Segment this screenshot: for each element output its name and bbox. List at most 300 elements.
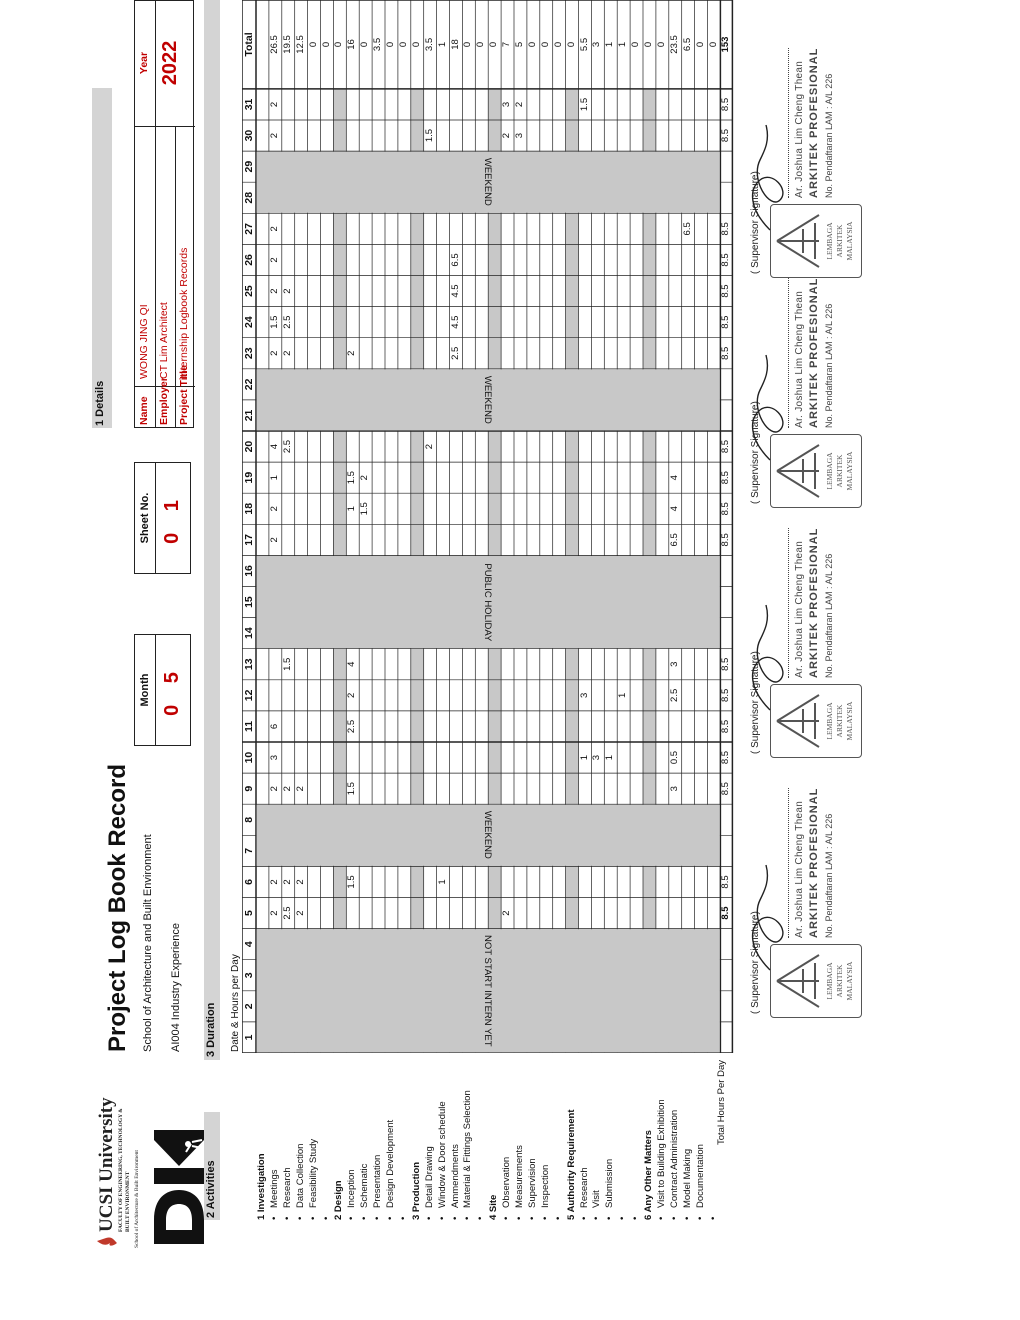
row-total: 1 bbox=[604, 41, 616, 48]
hours-cell: 2 bbox=[501, 910, 513, 916]
activity-label: Window & Door schedule bbox=[436, 1101, 448, 1208]
university-name: UCSI University bbox=[96, 1097, 117, 1232]
signature-line bbox=[788, 788, 789, 938]
activity-item bbox=[450, 1144, 462, 1220]
day-header: 15 bbox=[243, 596, 255, 608]
hours-cell: 4.5 bbox=[449, 315, 461, 329]
bullet-icon: • bbox=[449, 1216, 461, 1220]
hours-cell: 4 bbox=[346, 661, 358, 667]
hours-cell: 2 bbox=[294, 786, 306, 792]
activity-item bbox=[695, 1144, 707, 1220]
row-total: 0 bbox=[630, 41, 642, 48]
activity-label: Design Development bbox=[385, 1119, 396, 1208]
supervisor-signature-label: ( Supervisor Signature) bbox=[750, 401, 761, 504]
bullet-icon: • bbox=[423, 1216, 435, 1220]
stamp-text: MALAYSIA bbox=[845, 451, 854, 491]
daily-total: 8.5 bbox=[720, 346, 732, 360]
activity-label: 5 Authority Requirement bbox=[565, 1109, 577, 1220]
hours-cell: 2 bbox=[268, 257, 280, 263]
daily-total: 8.5 bbox=[720, 750, 732, 765]
activity-category bbox=[566, 1110, 578, 1221]
hours-grid bbox=[242, 0, 734, 1053]
daily-total: 8.5 bbox=[720, 782, 732, 796]
hours-cell: 2 bbox=[268, 132, 280, 139]
row-total: 0 bbox=[397, 41, 409, 48]
day-header: 12 bbox=[243, 689, 255, 702]
activity-label: Model Making bbox=[681, 1148, 693, 1208]
row-total: 0 bbox=[643, 41, 654, 48]
activity-item bbox=[553, 1208, 565, 1220]
architect-registration: No. Pendaftaran LAM : A/L 226 bbox=[824, 553, 834, 678]
bullet-icon: • bbox=[372, 1216, 384, 1220]
total-header: Total bbox=[243, 32, 255, 57]
activity-label: Data Collection bbox=[294, 1143, 306, 1208]
hours-cell: 1.5 bbox=[359, 502, 371, 516]
activity-item bbox=[385, 1120, 397, 1220]
stamp-text: LEMBAGA bbox=[825, 962, 834, 1000]
signature-line bbox=[788, 278, 789, 428]
day-header: 21 bbox=[243, 409, 255, 422]
row-total: 16 bbox=[346, 39, 358, 50]
activity-label: Research bbox=[578, 1167, 590, 1208]
day-header: 18 bbox=[243, 502, 255, 515]
activity-label: Documentation bbox=[694, 1144, 706, 1208]
day-header: 1 bbox=[243, 1034, 255, 1041]
bullet-icon: • bbox=[617, 1216, 629, 1220]
activity-item bbox=[604, 1159, 616, 1220]
supervisor-signature-label: ( Supervisor Signature) bbox=[750, 651, 761, 754]
daily-total: 8.5 bbox=[720, 875, 732, 889]
activity-label: Inspection bbox=[539, 1164, 551, 1208]
activity-category bbox=[488, 1195, 500, 1220]
sheet-no-value: 0 1 bbox=[154, 462, 191, 574]
school-name: School of Architecture and Built Environment bbox=[142, 834, 154, 1052]
activity-label: Observation bbox=[501, 1156, 513, 1208]
hours-cell: 0.5 bbox=[668, 750, 680, 765]
hours-cell: 3 bbox=[668, 786, 680, 792]
day-header: 6 bbox=[243, 879, 255, 885]
hours-cell: 2 bbox=[268, 879, 280, 885]
details-section-bar bbox=[92, 88, 112, 428]
activities-section-label: 2 Activities bbox=[205, 1160, 217, 1218]
activity-category bbox=[333, 1180, 345, 1220]
daily-total: 8.5 bbox=[720, 719, 732, 734]
day-header: 2 bbox=[243, 1003, 255, 1010]
activity-category bbox=[643, 1130, 655, 1220]
activity-item bbox=[359, 1164, 371, 1220]
day-header: 8 bbox=[243, 816, 255, 823]
not-started-block-label: NOT START INTERN YET bbox=[482, 935, 494, 1047]
hours-cell: 2.5 bbox=[449, 346, 461, 360]
day-header: 29 bbox=[243, 160, 255, 173]
hours-cell: 2 bbox=[294, 910, 306, 916]
supervisor-signature-label: ( Supervisor Signature) bbox=[750, 911, 761, 1014]
dk-logo bbox=[148, 1128, 210, 1248]
bullet-icon: • bbox=[385, 1216, 396, 1220]
architect-registration: No. Pendaftaran LAM : A/L 226 bbox=[824, 303, 834, 428]
hours-cell: 2 bbox=[268, 786, 280, 792]
row-total: 18 bbox=[449, 39, 461, 50]
activity-item bbox=[475, 1208, 487, 1220]
bullet-icon: • bbox=[552, 1216, 564, 1220]
activity-label: 6 Any Other Matters bbox=[643, 1130, 654, 1220]
hours-cell: 2 bbox=[281, 879, 293, 885]
day-header: 4 bbox=[243, 941, 255, 948]
activity-label: Inception bbox=[346, 1169, 358, 1208]
day-header: 14 bbox=[243, 627, 255, 639]
day-header: 31 bbox=[243, 98, 255, 111]
activity-label: Visit to Building Exhibition bbox=[655, 1099, 667, 1208]
row-total: 0 bbox=[707, 41, 719, 48]
duration-section-bar bbox=[204, 0, 220, 1060]
row-total: 0 bbox=[385, 41, 396, 48]
bullet-icon: • bbox=[359, 1216, 371, 1220]
activity-label: Research bbox=[281, 1167, 293, 1208]
stamp-text: ARKITEK bbox=[835, 964, 844, 998]
day-header: 9 bbox=[243, 785, 255, 792]
bullet-icon: • bbox=[526, 1216, 538, 1220]
row-total: 12.5 bbox=[294, 35, 306, 54]
weekend-block-label: WEEKEND bbox=[482, 158, 494, 207]
hours-cell: 2 bbox=[346, 350, 358, 356]
row-total: 0 bbox=[539, 41, 551, 48]
holiday-block-label: PUBLIC HOLIDAY bbox=[482, 563, 494, 642]
weekend-block-label: WEEKEND bbox=[482, 811, 494, 860]
day-header: 3 bbox=[243, 972, 255, 979]
hours-cell: 1 bbox=[436, 879, 448, 885]
hours-cell: 1 bbox=[346, 506, 358, 512]
bullet-icon: • bbox=[462, 1216, 474, 1220]
daily-total: 8.5 bbox=[720, 97, 732, 112]
hours-cell: 2 bbox=[281, 786, 293, 792]
bullet-icon: • bbox=[346, 1216, 358, 1220]
course-name: AI004 Industry Experience bbox=[170, 922, 182, 1052]
row-total: 7 bbox=[501, 41, 513, 48]
duration-section-label: 3 Duration bbox=[205, 1002, 217, 1057]
hours-cell: 3 bbox=[268, 754, 280, 761]
page-title: Project Log Book Record bbox=[104, 763, 131, 1052]
activity-item bbox=[591, 1190, 603, 1220]
activity-item bbox=[346, 1169, 358, 1220]
activity-label: Meetings bbox=[268, 1169, 280, 1208]
activity-label: Submission bbox=[604, 1158, 616, 1208]
stamp-text: MALAYSIA bbox=[845, 221, 854, 261]
bullet-icon: • bbox=[604, 1216, 616, 1220]
bullet-icon: • bbox=[436, 1216, 448, 1220]
activity-label: 2 Design bbox=[333, 1180, 345, 1220]
activity-label: 4 Site bbox=[488, 1194, 500, 1220]
row-total: 23.5 bbox=[668, 35, 680, 54]
activity-item bbox=[527, 1158, 539, 1220]
row-total: 0 bbox=[655, 41, 667, 48]
bullet-icon: • bbox=[578, 1216, 590, 1220]
bullet-icon: • bbox=[268, 1216, 280, 1220]
hours-cell: 1.5 bbox=[423, 128, 435, 143]
activity-item bbox=[295, 1144, 307, 1220]
activity-item bbox=[682, 1149, 694, 1220]
hours-cell: 3 bbox=[501, 101, 513, 108]
row-total: 0 bbox=[694, 41, 706, 48]
faculty-name: FACULTY OF ENGINEERING, TECHNOLOGY & BUILT ENVIRONMENT bbox=[118, 1108, 131, 1232]
architect-profession: ARKITEK PROFESIONAL bbox=[808, 277, 820, 428]
architect-name: Ar. Joshua Lim Cheng Thean bbox=[794, 800, 805, 938]
activity-label: Schematic bbox=[359, 1163, 371, 1208]
hours-cell: 3 bbox=[668, 661, 680, 667]
row-total: 0 bbox=[462, 41, 474, 48]
daily-total: 8.5 bbox=[720, 439, 732, 454]
name-label: Name bbox=[138, 396, 150, 425]
day-header: 13 bbox=[243, 658, 255, 671]
row-total: 0 bbox=[333, 41, 345, 48]
hours-cell: 2 bbox=[268, 537, 280, 543]
supervisor-signature-block bbox=[740, 520, 940, 760]
hours-cell: 1.5 bbox=[346, 471, 358, 485]
activity-category bbox=[411, 1162, 423, 1220]
day-header: 27 bbox=[243, 223, 255, 235]
row-total: 0 bbox=[410, 41, 422, 48]
hours-cell: 6.5 bbox=[668, 533, 680, 547]
bullet-icon: • bbox=[681, 1216, 693, 1220]
hours-cell: 2 bbox=[281, 288, 293, 294]
stamp-text: MALAYSIA bbox=[845, 701, 854, 741]
daily-total: 8.5 bbox=[720, 315, 732, 329]
hours-cell: 2 bbox=[268, 226, 280, 232]
stamp-text: LEMBAGA bbox=[825, 702, 834, 740]
bullet-icon: • bbox=[501, 1216, 513, 1220]
employer-value: CT Lim Architect bbox=[158, 302, 170, 379]
daily-total: 8.5 bbox=[720, 253, 732, 267]
day-header: 5 bbox=[243, 910, 255, 916]
activity-item bbox=[437, 1101, 449, 1220]
hours-cell: 2.5 bbox=[346, 719, 358, 734]
hours-cell: 1 bbox=[604, 754, 616, 761]
hours-cell: 1 bbox=[268, 475, 280, 481]
activity-item bbox=[372, 1155, 384, 1220]
activity-item bbox=[282, 1167, 294, 1220]
daily-total: 8.5 bbox=[720, 128, 732, 143]
day-header: 24 bbox=[243, 316, 255, 328]
activity-item bbox=[514, 1145, 526, 1220]
hours-cell: 2 bbox=[268, 350, 280, 356]
day-header: 16 bbox=[243, 565, 255, 577]
hours-cell: 2 bbox=[281, 350, 293, 356]
hours-cell: 3 bbox=[578, 692, 590, 699]
hours-cell: 1 bbox=[578, 754, 590, 761]
day-header: 28 bbox=[243, 191, 255, 204]
hours-cell: 2 bbox=[268, 101, 280, 108]
architect-name: Ar. Joshua Lim Cheng Thean bbox=[794, 60, 805, 198]
hours-cell: 2 bbox=[268, 506, 280, 512]
bullet-icon: • bbox=[539, 1216, 551, 1220]
bullet-icon: • bbox=[294, 1216, 306, 1220]
stamp-text: ARKITEK bbox=[835, 704, 844, 738]
supervisor-signature-label: ( Supervisor Signature) bbox=[750, 171, 761, 274]
hours-cell: 2 bbox=[423, 443, 435, 450]
name-value: WONG JING QI bbox=[138, 304, 150, 379]
hours-cell: 1.5 bbox=[346, 875, 358, 889]
activity-item bbox=[669, 1110, 681, 1220]
activity-label: Ammendments bbox=[449, 1144, 461, 1208]
row-total: 3.5 bbox=[372, 37, 384, 52]
hours-cell: 2 bbox=[514, 101, 525, 108]
activity-item bbox=[321, 1208, 333, 1220]
stamp-text: LEMBAGA bbox=[825, 222, 834, 260]
row-total: 3 bbox=[591, 41, 603, 48]
activity-label: Contract Administration bbox=[668, 1109, 680, 1208]
daily-total: 8.5 bbox=[720, 906, 732, 920]
hours-cell: 6.5 bbox=[681, 222, 693, 236]
hours-cell: 6 bbox=[268, 723, 280, 730]
signatures-area bbox=[740, 0, 1020, 1320]
row-total: 1 bbox=[617, 41, 629, 48]
signature-line bbox=[788, 528, 789, 678]
row-total: 0 bbox=[307, 41, 319, 48]
activity-label: Visit bbox=[591, 1190, 603, 1208]
daily-total: 8.5 bbox=[720, 533, 732, 547]
hours-cell: 4 bbox=[668, 475, 680, 481]
row-total: 19.5 bbox=[281, 35, 293, 54]
day-header: 20 bbox=[243, 440, 255, 453]
row-total: 0 bbox=[552, 41, 564, 48]
architect-name: Ar. Joshua Lim Cheng Thean bbox=[794, 290, 805, 428]
row-total: 0 bbox=[526, 41, 538, 48]
hours-cell: 2 bbox=[294, 879, 306, 885]
sheet-no-label: Sheet No. bbox=[134, 462, 156, 574]
year-label: Year bbox=[138, 51, 150, 75]
day-header: 11 bbox=[243, 720, 255, 733]
activity-item bbox=[579, 1167, 591, 1220]
activity-label: 1 Investigation bbox=[256, 1153, 267, 1220]
hours-cell: 2 bbox=[268, 910, 280, 916]
bullet-icon: • bbox=[320, 1216, 332, 1220]
row-total: 1 bbox=[436, 41, 448, 48]
day-header: 17 bbox=[243, 534, 255, 546]
hours-cell: 3 bbox=[514, 132, 525, 139]
hours-cell: 1 bbox=[617, 692, 629, 699]
activity-item bbox=[708, 1208, 720, 1220]
activity-item bbox=[501, 1157, 513, 1220]
hours-cell: 1.5 bbox=[578, 97, 590, 112]
project-title-label: Project Title bbox=[178, 365, 190, 425]
grand-total: 153 bbox=[720, 36, 732, 53]
daily-total: 8.5 bbox=[720, 688, 732, 702]
activity-label: Presentation bbox=[372, 1154, 384, 1208]
day-header: 7 bbox=[243, 847, 255, 854]
architect-registration: No. Pendaftaran LAM : A/L 226 bbox=[824, 813, 834, 938]
activity-item bbox=[656, 1099, 668, 1220]
details-section-label: 1 Details bbox=[94, 380, 106, 426]
date-caption: Date & Hours per Day bbox=[230, 954, 241, 1052]
row-total: 6.5 bbox=[681, 37, 693, 52]
row-total: 5.5 bbox=[578, 37, 590, 52]
day-header: 25 bbox=[243, 285, 255, 297]
activity-item bbox=[269, 1169, 281, 1220]
row-total: 0 bbox=[475, 41, 487, 48]
weekend-block-label: WEEKEND bbox=[482, 375, 494, 424]
hours-cell: 2 bbox=[359, 475, 371, 481]
hours-cell: 2.5 bbox=[281, 906, 293, 920]
row-total: 5 bbox=[514, 41, 525, 48]
activity-category bbox=[256, 1153, 268, 1220]
hours-cell: 6.5 bbox=[449, 253, 461, 267]
month-value: 0 5 bbox=[154, 634, 191, 746]
daily-total: 8.5 bbox=[720, 222, 732, 236]
hours-cell: 4.5 bbox=[449, 284, 461, 298]
supervisor-signature-block bbox=[740, 780, 940, 1020]
activity-item bbox=[398, 1208, 410, 1220]
month-label: Month bbox=[134, 634, 156, 746]
architect-profession: ARKITEK PROFESIONAL bbox=[808, 527, 820, 678]
activity-label: 3 Production bbox=[410, 1161, 422, 1220]
bullet-icon: • bbox=[307, 1216, 319, 1220]
day-header: 19 bbox=[243, 471, 255, 484]
bullet-icon: • bbox=[630, 1216, 642, 1220]
bullet-icon: • bbox=[281, 1216, 293, 1220]
activity-label: Feasibility Study bbox=[307, 1138, 319, 1208]
supervisor-signature-block bbox=[740, 40, 940, 280]
hours-cell: 2.5 bbox=[281, 315, 293, 329]
activity-item bbox=[462, 1090, 474, 1220]
row-total: 3.5 bbox=[423, 37, 435, 52]
daily-total: 8.5 bbox=[720, 657, 732, 671]
hours-cell: 1.5 bbox=[281, 657, 293, 671]
activity-item bbox=[540, 1165, 552, 1220]
activity-label: Supervision bbox=[526, 1158, 538, 1208]
bullet-icon: • bbox=[397, 1216, 409, 1220]
activity-label: Detail Drawing bbox=[423, 1146, 435, 1208]
total-hours-label: Total Hours Per Day bbox=[716, 1060, 727, 1146]
daily-total: 8.5 bbox=[720, 471, 732, 485]
architect-registration: No. Pendaftaran LAM : A/L 226 bbox=[824, 73, 834, 198]
day-header: 23 bbox=[243, 347, 255, 360]
architect-profession: ARKITEK PROFESIONAL bbox=[808, 787, 820, 938]
hours-cell: 2.5 bbox=[281, 439, 293, 454]
hours-cell: 4 bbox=[668, 506, 680, 512]
year-value: 2022 bbox=[159, 40, 181, 86]
signature-line bbox=[788, 48, 789, 198]
bullet-icon: • bbox=[514, 1216, 525, 1220]
day-header: 22 bbox=[243, 378, 255, 391]
daily-total: 8.5 bbox=[720, 502, 732, 516]
stamp-text: MALAYSIA bbox=[845, 961, 854, 1001]
project-title-value: Internship Logbook Records bbox=[178, 247, 190, 379]
day-header: 10 bbox=[243, 751, 255, 764]
daily-total: 8.5 bbox=[720, 284, 732, 298]
activity-item bbox=[424, 1146, 436, 1220]
university-logo bbox=[96, 1088, 216, 1248]
activity-item bbox=[308, 1139, 320, 1220]
bullet-icon: • bbox=[668, 1216, 680, 1220]
row-total: 26.5 bbox=[268, 35, 280, 54]
activity-item bbox=[630, 1208, 642, 1220]
details-box bbox=[134, 0, 194, 428]
bullet-icon: • bbox=[707, 1216, 719, 1220]
hours-cell: 1.5 bbox=[346, 782, 358, 796]
stamp-text: LEMBAGA bbox=[825, 452, 834, 490]
bullet-icon: • bbox=[655, 1216, 667, 1220]
hours-cell: 2 bbox=[501, 132, 513, 139]
hours-cell: 2 bbox=[346, 692, 358, 699]
row-total: 0 bbox=[359, 41, 371, 48]
bullet-icon: • bbox=[694, 1216, 706, 1220]
hours-cell: 3 bbox=[591, 754, 603, 761]
stamp-text: ARKITEK bbox=[835, 454, 844, 488]
day-header: 30 bbox=[243, 129, 255, 142]
hours-cell: 2 bbox=[268, 288, 280, 294]
architect-profession: ARKITEK PROFESIONAL bbox=[808, 47, 820, 198]
hours-cell: 1.5 bbox=[268, 315, 280, 329]
row-total: 0 bbox=[488, 41, 500, 48]
